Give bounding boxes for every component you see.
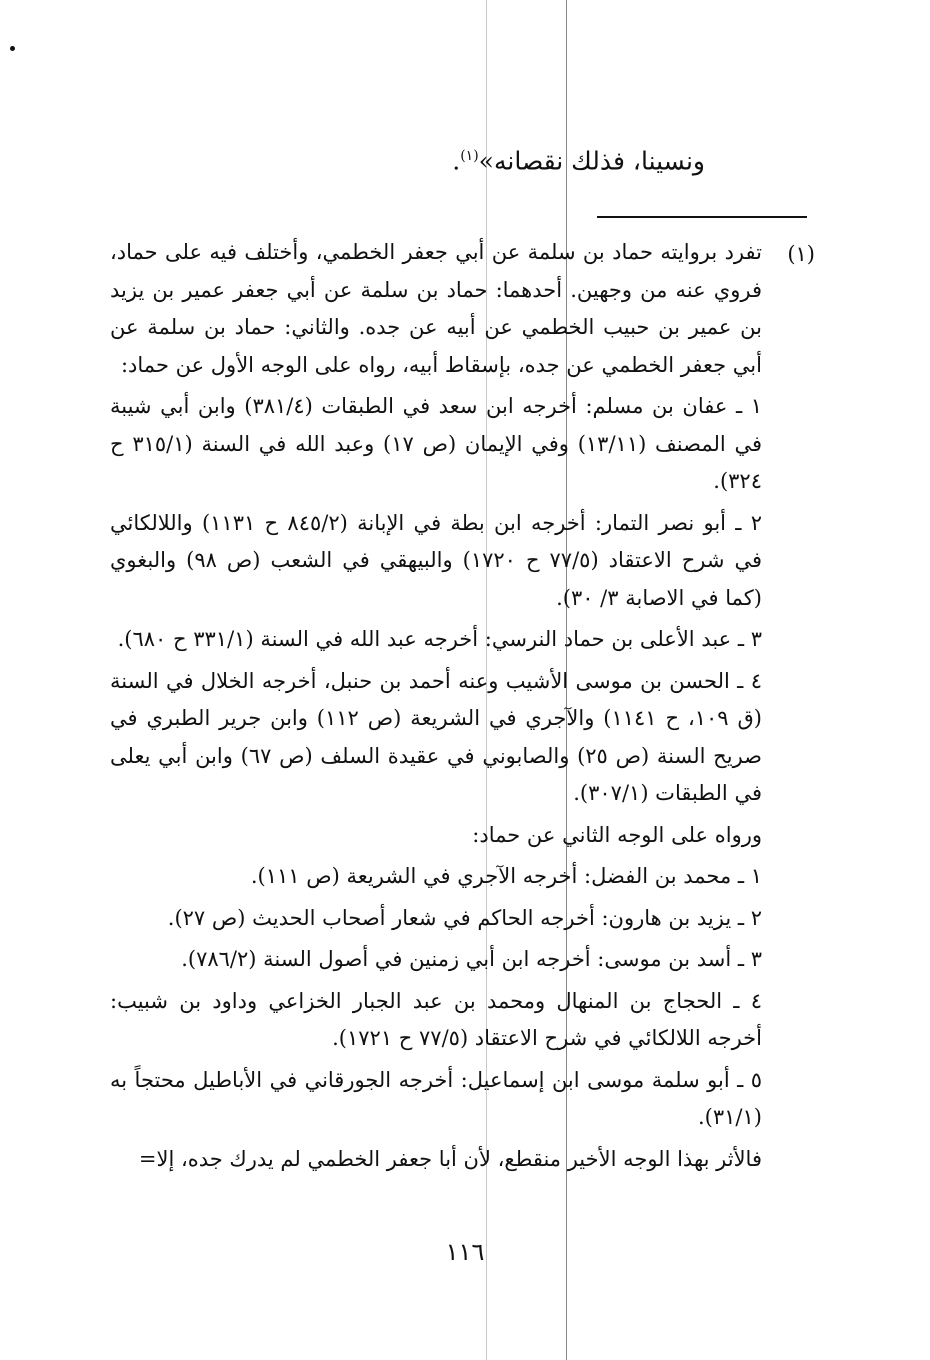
footnote-block [110,234,762,1182]
footnote-paragraph: ٣ ـ أسد بن موسى: أخرجه ابن أبي زمنين في أصول السنة (٧٨٦/٢). [181,947,762,971]
footnote-reference: (١) [460,148,479,164]
footnote-paragraph: ٢ ـ أبو نصر التمار: أخرجه ابن بطة في الإبانة (٨٤٥/٢ ح ١١٣١) واللالكائي في شرح الاعتقاد (٧٧/٥ ح ١٧٢٠) والبيهقي في الشعب (ص ٩٨) والبغوي (كما في الاصابة ٣/ ٣٠). [110,510,763,610]
page-number: ١١٦ [445,1238,485,1266]
footnote-paragraph: ٣ ـ عبد الأعلى بن حماد النرسي: أخرجه عبد الله في السنة (٣٣١/١ ح ٦٨٠). [117,627,762,651]
footnote-paragraph: ورواه على الوجه الثاني عن حماد: [472,822,762,847]
main-text-end: . [452,146,461,176]
footnote-paragraph: ٥ ـ أبو سلمة موسى ابن إسماعيل: أخرجه الجورقاني في الأباطيل محتجاً به (٣١/١). [110,1067,762,1129]
footnote-paragraph: ٤ ـ الحجاج بن المنهال ومحمد بن عبد الجبار الخزاعي وداود بن شبيب: أخرجه اللالكائي في شرح الاعتقاد (٧٧/٥ ح ١٧٢١). [110,988,762,1050]
footnote-number: (١) [787,242,815,266]
scan-speck [10,46,15,51]
footnote-paragraph: ٢ ـ يزيد بن هارون: أخرجه الحاكم في شعار أصحاب الحديث (ص ٢٧). [167,905,762,930]
footnote-paragraph: ٤ ـ الحسن بن موسى الأشيب وعنه أحمد بن حنبل، أخرجه الخلال في السنة (ق ١٠٩، ح ١١٤١) والآجري في الشريعة (ص ١١٢) وابن جرير الطبري في صريح السنة (ص ٢٥) والصابوني في عقيدة السلف (ص ٦٧) وابن أبي يعلى في الطبقات (٣٠٧/١). [110,668,762,805]
footnote-paragraph: فالأثر بهذا الوجه الأخير منقطع، لأن أبا جعفر الخطمي لم يدرك جده، إلا= [138,1146,762,1171]
main-text-body: ونسينا، فذلك نقصانه» [478,146,705,176]
footnote-paragraph: ١ ـ عفان بن مسلم: أخرجه ابن سعد في الطبقات (٣٨١/٤) وابن أبي شيبة في المصنف (١٣/١١) وفي الإيمان (ص ١٧) وعبد الله في السنة (٣١٥/١ ح ٣٢٤). [110,394,763,493]
footnote-separator [597,216,807,218]
main-text [120,136,705,181]
footnote-paragraph: ١ ـ محمد بن الفضل: أخرجه الآجري في الشريعة (ص ١١١). [250,864,762,888]
footnote-paragraph: تفرد بروايته حماد بن سلمة عن أبي جعفر الخطمي، وأختلف فيه على حماد، فروي عنه من وجهين. أحدهما: حماد بن سلمة عن أبي جعفر عمير بن يزيد بن عمير بن حبيب الخطمي عن أبيه عن جده. والثاني: حماد بن سلمة عن أبي جعفر الخطمي عن جده، بإسقاط أبيه، رواه على الوجه الأول عن حماد: [110,240,762,377]
